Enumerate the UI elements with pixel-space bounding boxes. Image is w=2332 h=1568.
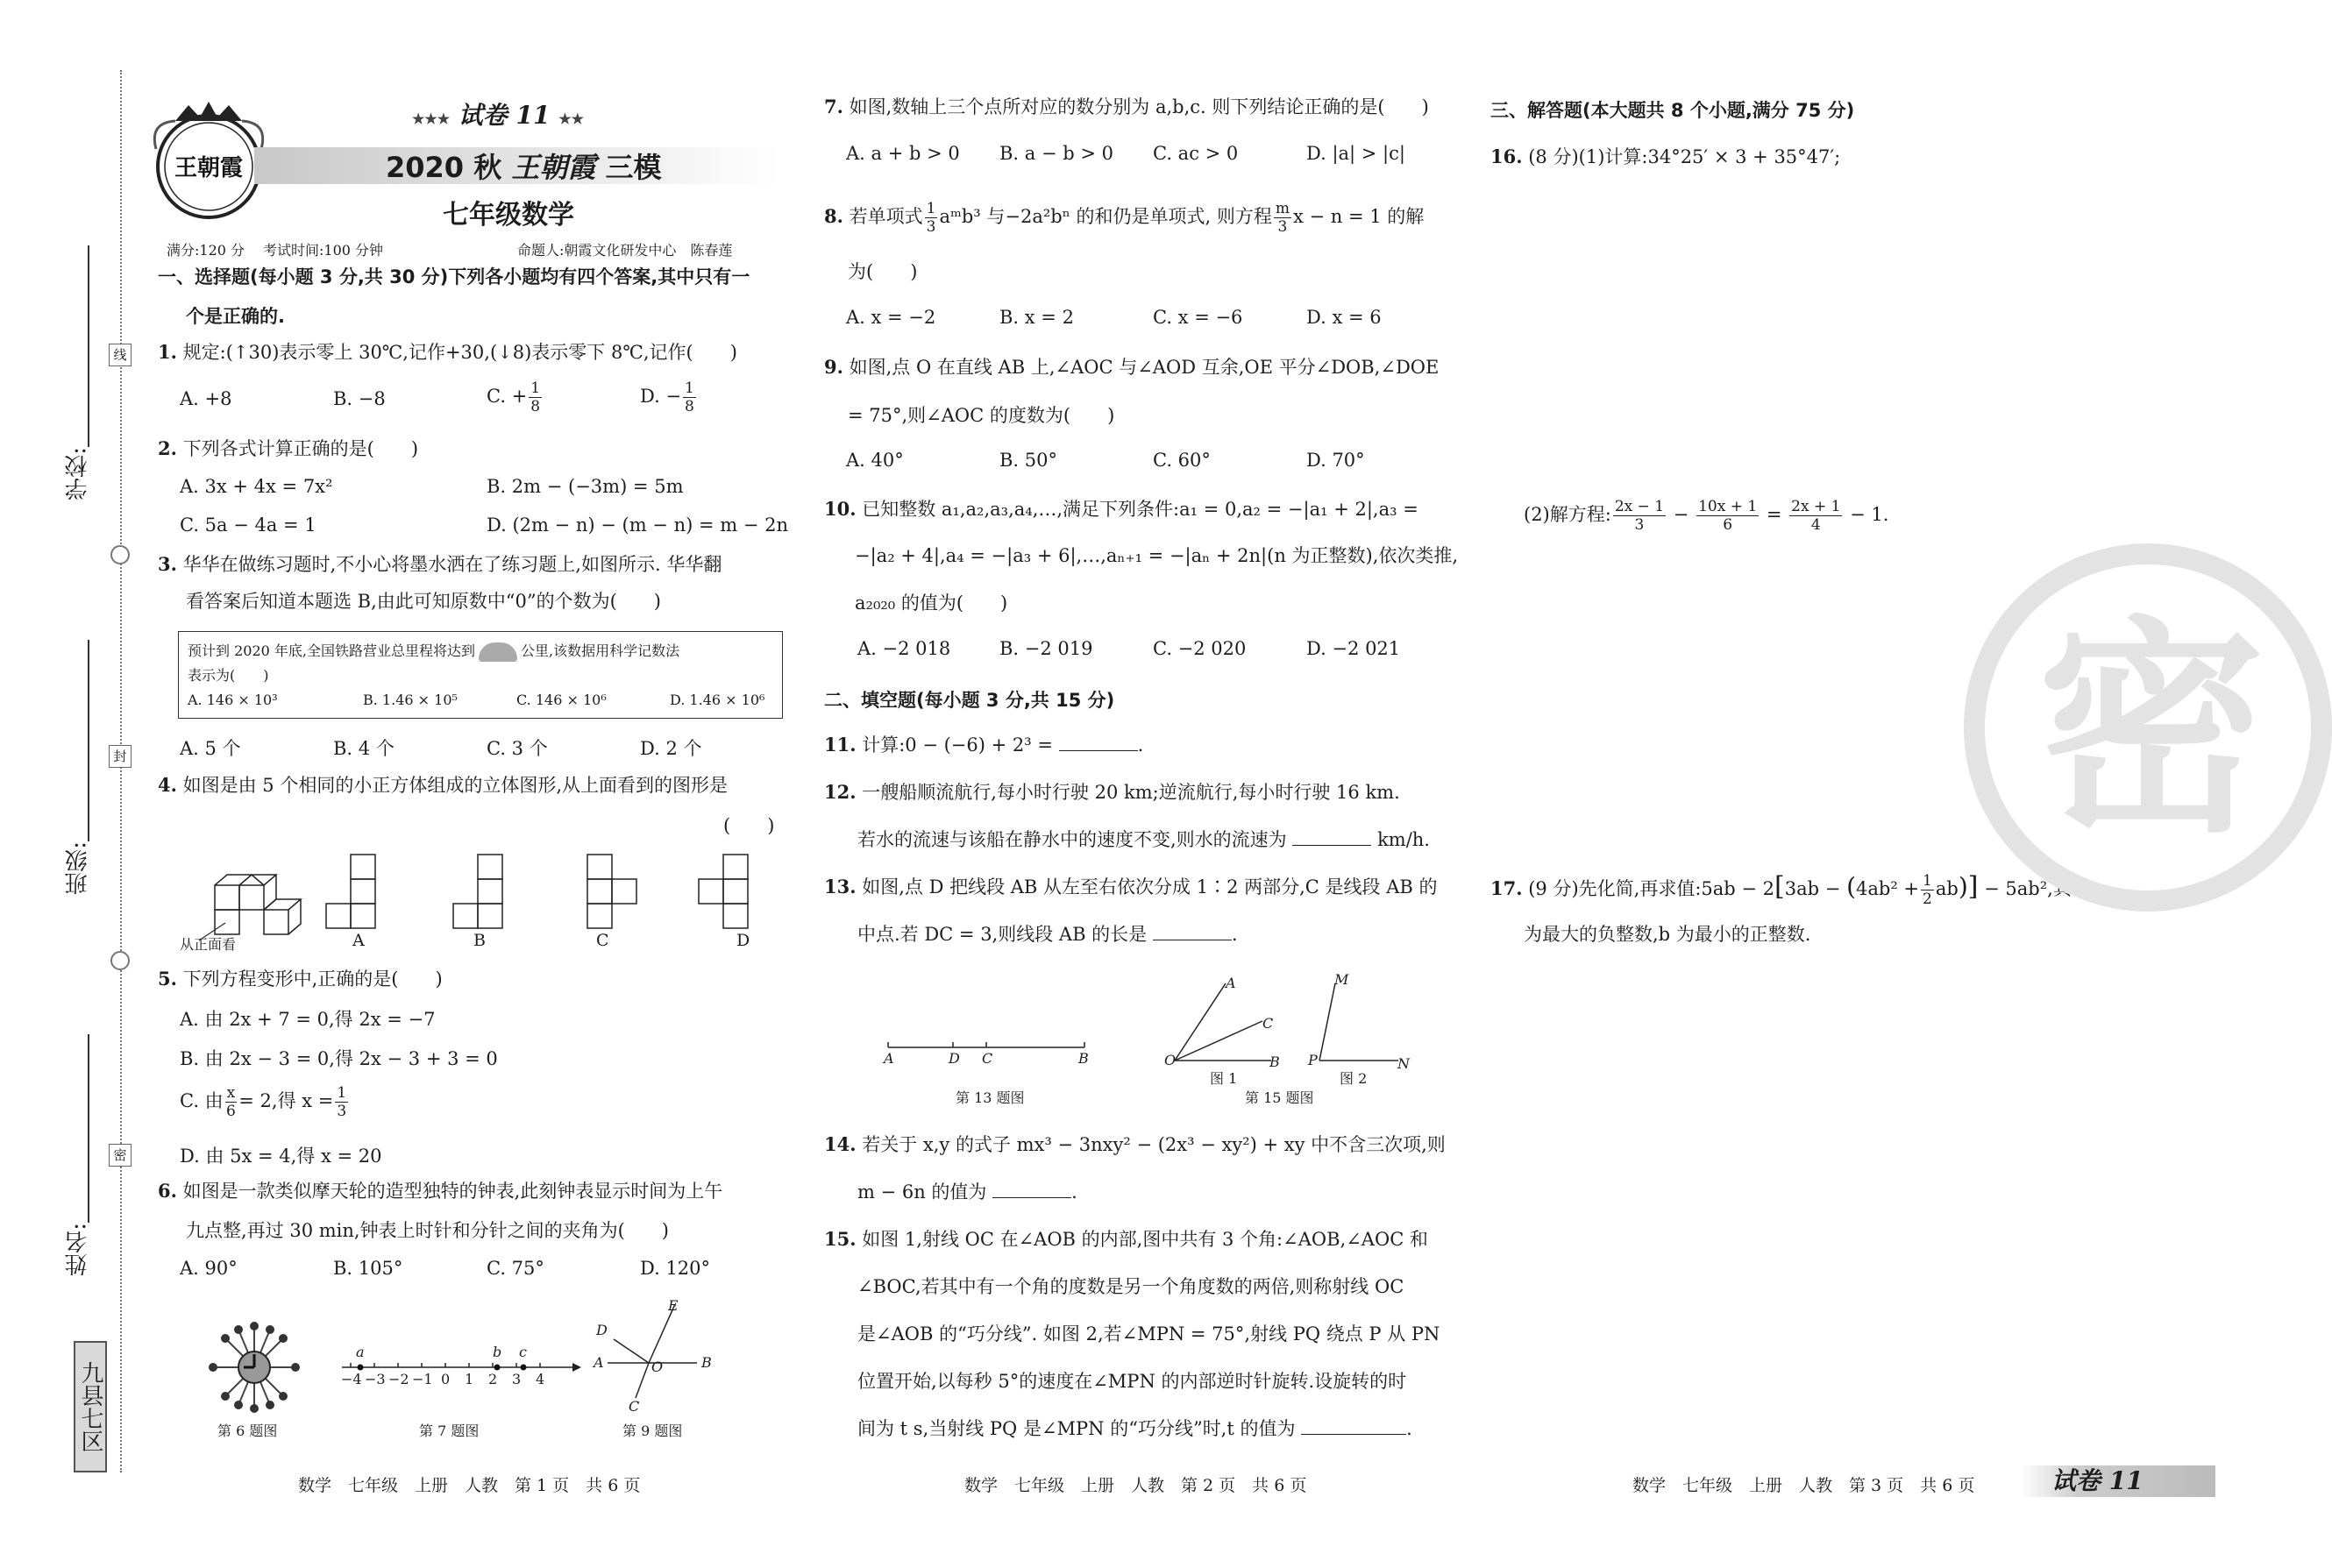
fig15-label-O: O xyxy=(1164,1052,1177,1068)
question-13-cont: 中点.若 DC = 3,则线段 AB 的长是 . xyxy=(857,924,1238,945)
question-6: 6. 如图是一款类似摩天轮的造型独特的钟表,此刻钟表显示时间为上午 xyxy=(158,1180,723,1202)
numberline-tick: 4 xyxy=(536,1371,545,1387)
fig9-label-B: B xyxy=(701,1354,712,1371)
question-7: 7. 如图,数轴上三个点所对应的数分别为 a,b,c. 则下列结论正确的是( ) xyxy=(824,96,1429,117)
q2-option-b[interactable]: B. 2m − (−3m) = 5m xyxy=(487,476,684,497)
binding-hole xyxy=(110,951,130,970)
question-13: 13. 如图,点 D 把线段 AB 从左至右依次分成 1∶2 两部分,C 是线段 AB 的 xyxy=(824,876,1438,898)
q6-option-c[interactable]: C. 75° xyxy=(487,1258,544,1279)
question-15-cont: ∠BOC,若其中有一个角的度数是另一个角度数的两倍,则称射线 OC xyxy=(857,1276,1404,1297)
q3-box-option-b: B. 1.46 × 10⁵ xyxy=(363,692,458,708)
q8-option-d[interactable]: D. x = 6 xyxy=(1306,307,1382,328)
q8-option-b[interactable]: B. x = 2 xyxy=(999,307,1074,328)
q4-answer-paren: ( ) xyxy=(723,815,775,836)
binding-hole xyxy=(110,545,130,564)
svg-text:王朝霞: 王朝霞 xyxy=(174,155,244,181)
q3-option-b[interactable]: B. 4 个 xyxy=(333,738,395,759)
question-14: 14. 若关于 x,y 的式子 mx³ − 3nxy² − (2x³ − xy²) + xy 中不含三次项,则 xyxy=(824,1133,1446,1155)
footer-page-2: 数学 七年级 上册 人教 第 2 页 共 6 页 xyxy=(964,1476,1307,1495)
binding-line xyxy=(120,70,122,1472)
seal-mark-line: 线 xyxy=(109,344,132,366)
fig9-label-C: C xyxy=(629,1398,640,1415)
question-3-cont: 看答案后知道本题选 B,由此可知原数中“0”的个数为( ) xyxy=(186,591,661,612)
question-12: 12. 一艘船顺流航行,每小时行驶 20 km;逆流航行,每小时行驶 16 km. xyxy=(824,781,1400,803)
q3-ink-box xyxy=(178,631,783,719)
ferris-clock-icon xyxy=(206,1319,302,1415)
fig13-label-C: C xyxy=(982,1050,993,1067)
numberline-tick: 0 xyxy=(441,1371,451,1387)
fig9-label-O: O xyxy=(651,1359,664,1375)
author: 命题人:朝霞文化研发中心 陈春莲 xyxy=(517,242,733,259)
question-1: 1. 规定:(↑30)表示零上 30℃,记作+30,(↓8)表示零下 8℃,记作( ) xyxy=(158,341,737,363)
class-field[interactable] xyxy=(88,640,89,841)
section-1-title: 一、选择题(每小题 3 分,共 30 分)下列各小题均有四个答案,其中只有一 xyxy=(158,266,750,287)
q4-option-b[interactable]: B xyxy=(473,931,486,950)
fig15-label-P: P xyxy=(1308,1052,1318,1068)
q4-front-view-label: 从正面看 xyxy=(180,936,237,953)
numberline-tick: −1 xyxy=(412,1371,433,1387)
numberline-tick: −4 xyxy=(341,1371,362,1387)
brand-logo-icon xyxy=(149,96,272,228)
q12-answer-blank[interactable] xyxy=(1292,828,1371,846)
q14-answer-blank[interactable] xyxy=(992,1181,1071,1198)
q9-option-a[interactable]: A. 40° xyxy=(846,450,904,471)
q10-option-d[interactable]: D. −2 021 xyxy=(1306,638,1401,659)
q6-option-b[interactable]: B. 105° xyxy=(333,1258,403,1279)
footer-page-3: 数学 七年级 上册 人教 第 3 页 共 6 页 xyxy=(1632,1476,1975,1495)
q2-option-c[interactable]: C. 5a − 4a = 1 xyxy=(180,514,316,536)
q9-option-d[interactable]: D. 70° xyxy=(1306,450,1365,471)
question-16-part-1: 16. (8 分)(1)计算:34°25′ × 3 + 35°47′; xyxy=(1490,145,1841,167)
region-badge: 九县七区 xyxy=(74,1341,107,1472)
q15-answer-blank[interactable] xyxy=(1301,1417,1406,1435)
q4-option-d[interactable]: D xyxy=(736,931,750,950)
q7-option-b[interactable]: B. a − b > 0 xyxy=(999,143,1113,164)
watermark-glyph: 密 xyxy=(2037,599,2265,863)
q10-option-b[interactable]: B. −2 019 xyxy=(999,638,1093,659)
q4-option-c[interactable]: C xyxy=(596,931,609,950)
fig9-caption: 第 9 题图 xyxy=(622,1423,683,1439)
fig15-label-C: C xyxy=(1262,1015,1274,1032)
cube-stack-figure xyxy=(199,875,301,940)
question-10-cont2: a₂₀₂₀ 的值为( ) xyxy=(855,592,1008,614)
q11-answer-blank[interactable] xyxy=(1059,734,1138,751)
question-12-cont: 若水的流速与该船在静水中的速度不变,则水的流速为 km/h. xyxy=(857,829,1430,850)
q8-option-c[interactable]: C. x = −6 xyxy=(1153,307,1243,328)
question-16-part-2: (2)解方程: $\frac{2x - 1}{3}$ − $\frac{10x + 1}{6}$ = $\frac{2x + 1}{4}$ − 1. xyxy=(1524,498,1889,534)
q3-box-option-d: D. 1.46 × 10⁶ xyxy=(670,692,765,708)
fig6-caption: 第 6 题图 xyxy=(217,1423,278,1439)
q10-option-a[interactable]: A. −2 018 xyxy=(857,638,951,659)
q3-option-c[interactable]: C. 3 个 xyxy=(487,738,548,759)
numberline-label-a: a xyxy=(356,1344,365,1360)
q3-box-option-c: C. 146 × 10⁶ xyxy=(516,692,607,708)
question-17: 17. (9 分)先化简,再求值:5ab − 2[3ab − (4ab² + $\frac{1}{2}$ ab)] − 5ab²,其中 a xyxy=(1490,871,2108,908)
fig13-label-A: A xyxy=(884,1050,894,1067)
name-label: 姓名: xyxy=(65,1223,91,1276)
question-4: 4. 如图是由 5 个相同的小正方体组成的立体图形,从上面看到的图形是 xyxy=(158,774,729,796)
fig7-caption: 第 7 题图 xyxy=(419,1423,480,1439)
fig9-label-A: A xyxy=(594,1354,604,1371)
school-label: 学校: xyxy=(65,447,91,500)
numberline-label-b: b xyxy=(493,1344,502,1360)
numberline-label-c: c xyxy=(519,1344,527,1360)
question-8-cont: 为( ) xyxy=(848,261,918,282)
fig13-label-D: D xyxy=(949,1050,960,1067)
question-15-cont2: 是∠AOB 的“巧分线”. 如图 2,若∠MPN = 75°,射线 PQ 绕点 P 从 PN xyxy=(857,1323,1440,1345)
exam-time: 考试时间:100 分钟 xyxy=(263,242,384,259)
numberline-tick: 3 xyxy=(512,1371,522,1387)
ink-blot-icon xyxy=(479,642,517,662)
class-label: 班级: xyxy=(65,841,91,895)
footer-page-1: 数学 七年级 上册 人教 第 1 页 共 6 页 xyxy=(298,1476,641,1495)
question-15-cont3: 位置开始,以每秒 5°的速度在∠MPN 的内部逆时针旋转.设旋转的时 xyxy=(857,1371,1407,1392)
question-10: 10. 已知整数 a₁,a₂,a₃,a₄,…,满足下列条件:a₁ = 0,a₂ = −|a₁ + 2|,a₃ = xyxy=(824,498,1418,520)
q5-option-a[interactable]: A. 由 2x + 7 = 0,得 2x = −7 xyxy=(180,1009,436,1030)
exam-number: ★★★ 试卷 11 ★★ xyxy=(412,101,584,130)
section-3-title: 三、解答题(本大题共 8 个小题,满分 75 分) xyxy=(1490,100,1855,121)
fig15-caption: 第 15 题图 xyxy=(1245,1089,1314,1106)
fig15-label-N: N xyxy=(1397,1055,1410,1072)
fig13-label-B: B xyxy=(1078,1050,1089,1067)
q1-option-b[interactable]: B. −8 xyxy=(333,388,386,409)
q4-figures xyxy=(171,846,802,951)
question-11: 11. 计算:0 − (−6) + 2³ = . xyxy=(824,734,1144,756)
section-1-title-cont: 个是正确的. xyxy=(186,306,285,327)
q7-option-d[interactable]: D. |a| > |c| xyxy=(1306,143,1405,164)
question-15-cont4: 间为 t s,当射线 PQ 是∠MPN 的“巧分线”时,t 的值为 . xyxy=(857,1418,1412,1439)
school-field[interactable] xyxy=(88,245,89,447)
view-option-c xyxy=(587,855,636,928)
fig15-label-M: M xyxy=(1334,971,1349,988)
question-17-cont: 为最大的负整数,b 为最小的正整数. xyxy=(1524,924,1811,945)
watermark-seal xyxy=(1964,543,2332,912)
q13-answer-blank[interactable] xyxy=(1153,923,1232,940)
view-option-b xyxy=(453,855,502,928)
q10-option-c[interactable]: C. −2 020 xyxy=(1153,638,1247,659)
q8-option-a[interactable]: A. x = −2 xyxy=(846,307,936,328)
fig15-fig2-caption: 图 2 xyxy=(1340,1070,1368,1087)
q9-option-c[interactable]: C. 60° xyxy=(1153,450,1211,471)
q7-option-a[interactable]: A. a + b > 0 xyxy=(846,143,960,164)
q2-option-a[interactable]: A. 3x + 4x = 7x² xyxy=(180,476,333,497)
question-15: 15. 如图 1,射线 OC 在∠AOB 的内部,图中共有 3 个角:∠AOB,∠AOC 和 xyxy=(824,1228,1428,1250)
question-2: 2. 下列各式计算正确的是( ) xyxy=(158,437,419,459)
subject-title: 七年级数学 xyxy=(443,200,574,231)
seal-mark-seal: 封 xyxy=(109,745,132,768)
fig15-fig1-caption: 图 1 xyxy=(1210,1070,1238,1087)
q6-option-d[interactable]: D. 120° xyxy=(640,1258,711,1279)
question-6-cont: 九点整,再过 30 min,钟表上时针和分针之间的夹角为( ) xyxy=(186,1220,669,1241)
numberline-tick: 2 xyxy=(488,1371,498,1387)
question-8: 8. 若单项式 $\frac{1}{3}$ aᵐb³ 与−2a²bⁿ 的和仍是单项式, 则方程 $\frac{m}{3}$ x − n = 1 的解 xyxy=(824,200,1425,236)
footer-exam-tag: 试卷 11 xyxy=(2051,1466,2144,1495)
q3-box-line1: 预计到 2020 年底,全国铁路营业总里程将达到 公里,该数据用科学记数法 xyxy=(188,639,679,663)
q3-option-a[interactable]: A. 5 个 xyxy=(180,738,241,759)
q3-box-line2: 表示为( ) xyxy=(188,667,269,684)
view-option-a xyxy=(326,855,375,928)
q1-option-a[interactable]: A. +8 xyxy=(180,388,232,409)
q3-box-option-a: A. 146 × 10³ xyxy=(188,692,278,708)
question-9-cont: = 75°,则∠AOC 的度数为( ) xyxy=(848,405,1115,426)
angle-figure-9 xyxy=(601,1297,706,1411)
question-9: 9. 如图,点 O 在直线 AB 上,∠AOC 与∠AOD 互余,OE 平分∠DOB,∠DOE xyxy=(824,356,1440,378)
section-2-title: 二、填空题(每小题 3 分,共 15 分) xyxy=(824,690,1115,711)
numberline-tick: 1 xyxy=(465,1371,474,1387)
q2-option-d[interactable]: D. (2m − n) − (m − n) = m − 2n xyxy=(487,514,788,536)
q3-option-d[interactable]: D. 2 个 xyxy=(640,738,702,759)
q1-option-d[interactable]: D. − $\frac{1}{8}$ xyxy=(640,380,694,415)
question-3: 3. 华华在做练习题时,不小心将墨水洒在了练习题上,如图所示. 华华翻 xyxy=(158,553,722,575)
fig13-caption: 第 13 题图 xyxy=(956,1089,1025,1106)
fig9-label-D: D xyxy=(596,1322,608,1338)
q5-option-b[interactable]: B. 由 2x − 3 = 0,得 2x − 3 + 3 = 0 xyxy=(180,1048,498,1069)
q7-option-c[interactable]: C. ac > 0 xyxy=(1153,143,1239,164)
fig15-label-A: A xyxy=(1226,975,1236,991)
fig9-label-E: E xyxy=(668,1297,679,1314)
q9-option-b[interactable]: B. 50° xyxy=(999,450,1058,471)
name-field[interactable] xyxy=(88,1034,89,1223)
paper-title: 2020 秋 王朝霞 三模 xyxy=(386,151,662,184)
q6-option-a[interactable]: A. 90° xyxy=(180,1258,238,1279)
q5-option-d[interactable]: D. 由 5x = 4,得 x = 20 xyxy=(180,1146,382,1167)
full-score: 满分:120 分 xyxy=(167,242,245,259)
view-option-d xyxy=(699,855,748,928)
angle-figure-15 xyxy=(1166,973,1411,1069)
seal-mark-secret: 密 xyxy=(109,1144,132,1167)
question-5: 5. 下列方程变形中,正确的是( ) xyxy=(158,968,443,990)
question-10-cont: −|a₂ + 4|,a₄ = −|a₃ + 6|,…,aₙ₊₁ = −|aₙ + 2n|(n 为正整数),依次类推, xyxy=(855,545,1459,566)
numberline-tick: −2 xyxy=(388,1371,409,1387)
q4-option-a[interactable]: A xyxy=(352,931,365,950)
numberline-tick: −3 xyxy=(365,1371,386,1387)
fig15-label-B: B xyxy=(1269,1054,1280,1070)
q1-option-c[interactable]: C. + $\frac{1}{8}$ xyxy=(487,380,541,415)
question-14-cont: m − 6n 的值为 . xyxy=(857,1181,1077,1203)
q5-option-c[interactable]: C. 由 $\frac{x}{6}$ = 2,得 x = $\frac{1}{3}$ xyxy=(180,1084,347,1120)
